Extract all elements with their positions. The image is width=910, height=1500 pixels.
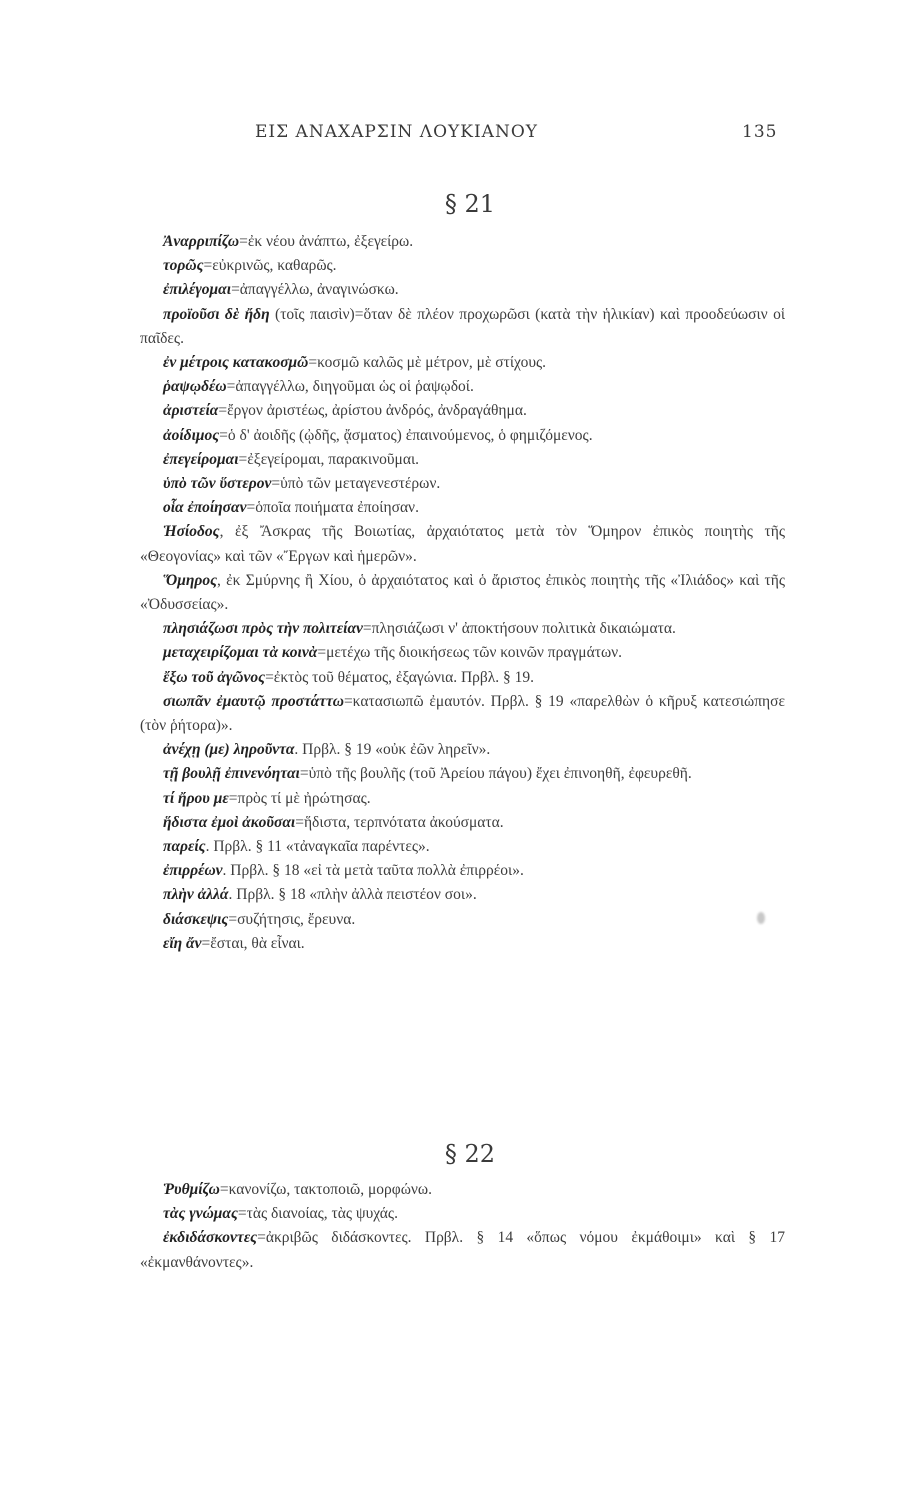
gloss-entry	[140, 859, 785, 883]
page-number: 135	[742, 122, 778, 142]
gloss-entry	[140, 424, 785, 448]
entry-gloss: =κατασιωπῶ ἐμαυτόν. Πρβλ. § 19 «παρελθὼν ὁ κῆρυξ κατεσιώπησε (τὸν ῥήτορα)».	[140, 692, 785, 735]
entry-lemma: εἴη ἄν	[163, 934, 202, 952]
gloss-entry	[140, 811, 785, 835]
gloss-entry	[140, 496, 785, 520]
entry-gloss: =κοσμῶ καλῶς μὲ μέτρον, μὲ στίχους.	[308, 354, 547, 372]
entry-gloss: =ἀπαγγέλλω, διηγοῦμαι ὡς οἱ ῥαψῳδοί.	[226, 378, 474, 396]
gloss-entry	[140, 303, 785, 351]
entry-gloss: =ἐκ νέου ἀνάπτω, ἐξεγείρω.	[239, 233, 414, 250]
entry-gloss: . Πρβλ. § 18 «πλὴν ἀλλὰ πειστέον σοι».	[228, 886, 477, 904]
entry-gloss: =ἥδιστα, τερπνότατα ἀκούσματα.	[295, 813, 504, 831]
entry-lemma: ῥαψῳδέω	[163, 378, 227, 396]
entry-gloss: (τοῖς παισὶν)=ὅταν δὲ πλέον προχωρῶσι (κατὰ τὴν ἡλικίαν) καὶ προοδεύωσιν οἱ παῖδες.	[140, 305, 785, 347]
gloss-entry	[140, 1202, 785, 1226]
gloss-entry	[140, 1226, 785, 1274]
entry-lemma: προϊοῦσι δὲ ἤδη	[163, 305, 270, 323]
gloss-entry	[140, 472, 785, 496]
section-heading-21: § 21	[444, 190, 496, 218]
entry-lemma: τὰς γνώμας	[163, 1205, 238, 1223]
entry-lemma: σιωπᾶν ἐμαυτῷ προστάττω	[163, 692, 344, 710]
entry-gloss: =ἀκριβῶς διδάσκοντες. Πρβλ. § 14 «ὅπως νόμου ἐκμάθοιμι» καὶ § 17 «ἐκμανθάνοντες».	[140, 1229, 785, 1271]
entry-lemma: Ἡσίοδος	[163, 523, 220, 541]
entry-lemma: ἀνέχῃ (με) ληροῦντα	[163, 741, 295, 759]
gloss-entry	[140, 666, 785, 690]
entry-gloss: =ἔσται, θὰ εἶναι.	[201, 934, 305, 952]
entry-lemma: πλησιάζωσι πρὸς τὴν πολιτείαν	[163, 620, 363, 638]
gloss-entry	[140, 932, 785, 956]
entry-gloss: =ἐξεγείρομαι, παρακινοῦμαι.	[238, 450, 419, 468]
gloss-entry	[140, 835, 785, 859]
entry-lemma: μεταχειρίζομαι τὰ κοινὰ	[163, 644, 318, 662]
entry-lemma: ἀοίδιμος	[163, 426, 220, 444]
entry-gloss: =ὑπὸ τῶν μεταγενεστέρων.	[271, 475, 441, 493]
entry-gloss: . Πρβλ. § 18 «εἰ τὰ μετὰ ταῦτα πολλὰ ἐπιρρέοι».	[222, 862, 524, 880]
entry-lemma: Ὅμηρος	[163, 571, 217, 589]
gloss-entry	[140, 738, 785, 762]
entry-lemma: πλὴν ἀλλά	[163, 886, 229, 904]
entry-gloss: =πρὸς τί μὲ ἠρώτησας.	[228, 789, 371, 807]
entry-gloss: =ὁ δ' ἀοιδῆς (ᾠδῆς, ᾄσματος) ἐπαινούμενος, ὁ φημιζόμενος.	[219, 426, 593, 444]
section-22-entries	[140, 1178, 785, 1275]
entry-lemma: Ῥυθμίζω	[163, 1181, 220, 1198]
gloss-entry	[140, 617, 785, 641]
entry-gloss: =συζήτησις, ἔρευνα.	[228, 910, 356, 928]
gloss-entry	[140, 787, 785, 811]
entry-lemma: ἐπιλέγομαι	[163, 281, 232, 299]
entry-lemma: διάσκεψις	[163, 910, 229, 928]
section-21-entries	[140, 230, 785, 956]
entry-lemma: ἐν μέτροις κατακοσμῶ	[163, 354, 309, 372]
entry-gloss: =ἐκτὸς τοῦ θέματος, ἐξαγώνια. Πρβλ. § 19.	[265, 668, 535, 686]
entry-gloss: , ἐξ Ἄσκρας τῆς Βοιωτίας, ἀρχαιότατος μετὰ τὸν Ὅμηρον ἐπικὸς ποιητὴς τῆς «Θεογονίας» καὶ τῶν «Ἔργων καὶ ἡμερῶν».	[140, 523, 785, 565]
gloss-entry	[140, 569, 785, 617]
gloss-entry	[140, 762, 785, 786]
gloss-entry	[140, 690, 785, 738]
gloss-entry	[140, 375, 785, 399]
entry-lemma: οἷα ἐποίησαν	[163, 499, 247, 517]
entry-lemma: τορῶς	[163, 257, 204, 275]
gloss-entry	[140, 641, 785, 665]
entry-lemma: τῇ βουλῇ ἐπινενόηται	[163, 765, 300, 783]
entry-gloss: =ἔργον ἀριστέως, ἀρίστου ἀνδρός, ἀνδραγάθημα.	[218, 402, 527, 420]
gloss-entry	[140, 278, 785, 302]
entry-lemma: ἐπιρρέων	[163, 862, 223, 880]
entry-lemma: παρείς	[163, 838, 206, 856]
entry-gloss: =κανονίζω, τακτοποιῶ, μορφώνω.	[219, 1181, 432, 1198]
entry-gloss: =μετέχω τῆς διοικήσεως τῶν κοινῶν πραγμάτων.	[317, 644, 623, 662]
entry-lemma: ἐπεγείρομαι	[163, 450, 239, 468]
entry-lemma: ἔξω τοῦ ἀγῶνος	[163, 668, 266, 686]
gloss-entry	[140, 230, 785, 254]
entry-gloss: . Πρβλ. § 19 «οὐκ ἐῶν ληρεῖν».	[294, 741, 491, 759]
entry-gloss: =τὰς διανοίας, τὰς ψυχάς.	[237, 1205, 398, 1223]
entry-lemma: τί ἤρου με	[163, 789, 229, 807]
entry-gloss: =ὑπὸ τῆς βουλῆς (τοῦ Ἀρείου πάγου) ἔχει ἐπινοηθῆ, ἐφευρεθῆ.	[299, 765, 692, 783]
section-heading-22: § 22	[444, 1140, 496, 1168]
entry-lemma: ἐκδιδάσκοντες	[163, 1229, 258, 1247]
entry-lemma: ἥδιστα ἐμοὶ ἀκοῦσαι	[163, 813, 296, 831]
entry-gloss: =ὁποῖα ποιήματα ἐποίησαν.	[246, 499, 419, 517]
gloss-entry	[140, 351, 785, 375]
gloss-entry	[140, 448, 785, 472]
ink-blot	[757, 912, 765, 924]
entry-lemma: Ἀναρριπίζω	[163, 233, 240, 250]
entry-gloss: , ἐκ Σμύρνης ἢ Χίου, ὁ ἀρχαιότατος καὶ ὁ ἄριστος ἐπικὸς ποιητὴς τῆς «Ἰλιάδος» καὶ τῆς «Ὀδυσσείας».	[140, 571, 785, 614]
gloss-entry	[140, 883, 785, 907]
entry-lemma: ὑπὸ τῶν ὕστερον	[163, 475, 272, 493]
gloss-entry	[140, 399, 785, 423]
running-title: ΕΙΣ ΑΝΑΧΑΡΣΙΝ ΛΟΥΚΙΑΝΟΥ	[255, 122, 538, 142]
entry-lemma: ἀριστεία	[163, 402, 219, 420]
entry-gloss: . Πρβλ. § 11 «τἀναγκαῖα παρέντες».	[205, 838, 430, 856]
entry-gloss: =πλησιάζωσι ν' ἀποκτήσουν πολιτικὰ δικαιώματα.	[362, 620, 676, 638]
gloss-entry	[140, 254, 785, 278]
gloss-entry	[140, 1178, 785, 1202]
entry-gloss: =ἀπαγγέλλω, ἀναγινώσκω.	[231, 281, 399, 299]
entry-gloss: =εὐκρινῶς, καθαρῶς.	[203, 257, 337, 275]
gloss-entry	[140, 908, 785, 932]
gloss-entry	[140, 520, 785, 568]
